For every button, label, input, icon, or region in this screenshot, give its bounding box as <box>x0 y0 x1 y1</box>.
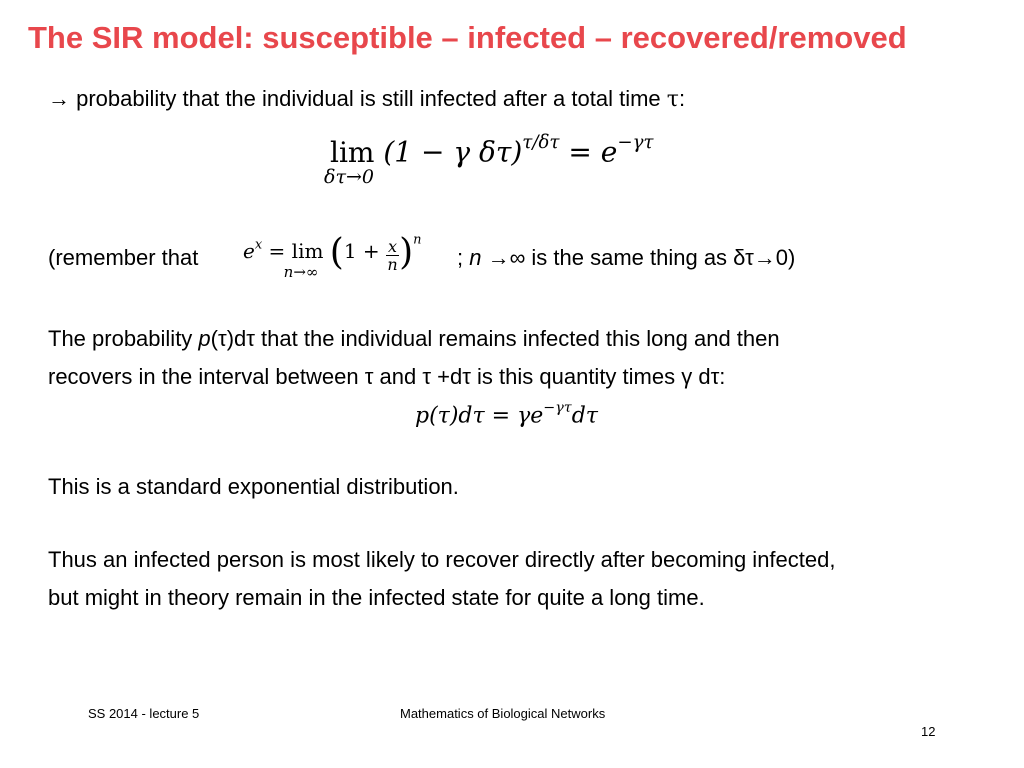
footer-lecture: SS 2014 - lecture 5 <box>88 706 200 721</box>
limit-operator: lim δτ→0 <box>324 135 375 188</box>
limit-subscript: δτ→0 <box>324 165 374 188</box>
density-lhs: p(τ)dτ = γe <box>415 403 544 429</box>
probability-line-text: probability that the individual is still infected after a total time <box>76 86 667 111</box>
footer-course: Mathematics of Biological Networks <box>400 706 606 721</box>
paragraph-conclusion-line-1: Thus an infected person is most likely to recover directly after becoming infected, <box>48 547 836 572</box>
paragraph-probability-line-1: The probability p(τ)dτ that the individual remains infected this long and then <box>48 326 780 351</box>
x-over-n-fraction <box>386 238 399 273</box>
exp-limit-operator: lim n→∞ <box>283 239 324 281</box>
exp-lhs-exponent: x <box>254 237 263 253</box>
exp-lhs: e <box>243 239 255 263</box>
exp-limit-subscript: n→∞ <box>283 263 319 281</box>
fraction-numerator: x <box>388 237 398 256</box>
fraction-denominator: n <box>387 255 398 274</box>
limit-rhs: e <box>600 135 618 169</box>
equals-sign: = <box>559 135 601 169</box>
remember-suffix: ; n →∞ is the same thing as δτ→0) <box>457 245 796 270</box>
tau-symbol: τ <box>666 87 679 112</box>
arrow-icon: → <box>48 86 70 111</box>
remember-prefix: (remember that <box>48 245 199 270</box>
density-exponent: −γτ <box>543 400 572 416</box>
paragraph-exponential: This is a standard exponential distribution. <box>48 474 459 499</box>
limit-body: (1 − γ δτ) <box>383 135 523 169</box>
paragraph-probability-line-2: recovers in the interval between τ and τ +dτ is this quantity times γ dτ: <box>48 364 726 389</box>
density-tail: dτ <box>571 403 598 429</box>
limit-rhs-exponent: −γτ <box>617 132 654 153</box>
p-symbol: p <box>198 326 211 351</box>
open-paren: ( <box>329 232 344 273</box>
probability-line-colon: : <box>678 86 686 111</box>
page-number: 12 <box>921 724 936 739</box>
exp-one-plus: 1 + <box>343 239 387 263</box>
close-paren: ) <box>399 232 414 273</box>
exp-power: n <box>413 232 422 248</box>
limit-equation <box>324 132 654 188</box>
n-symbol: n <box>469 245 482 270</box>
density-equation <box>415 400 598 429</box>
slide-title: The SIR model: susceptible – infected – recovered/removed <box>28 20 907 55</box>
exp-definition-equation <box>243 232 422 281</box>
exp-equals: = <box>262 239 292 263</box>
paragraph-conclusion-line-2: but might in theory remain in the infected state for quite a long time. <box>48 585 705 610</box>
probability-line <box>48 86 685 112</box>
limit-exponent: τ/δτ <box>522 132 560 153</box>
